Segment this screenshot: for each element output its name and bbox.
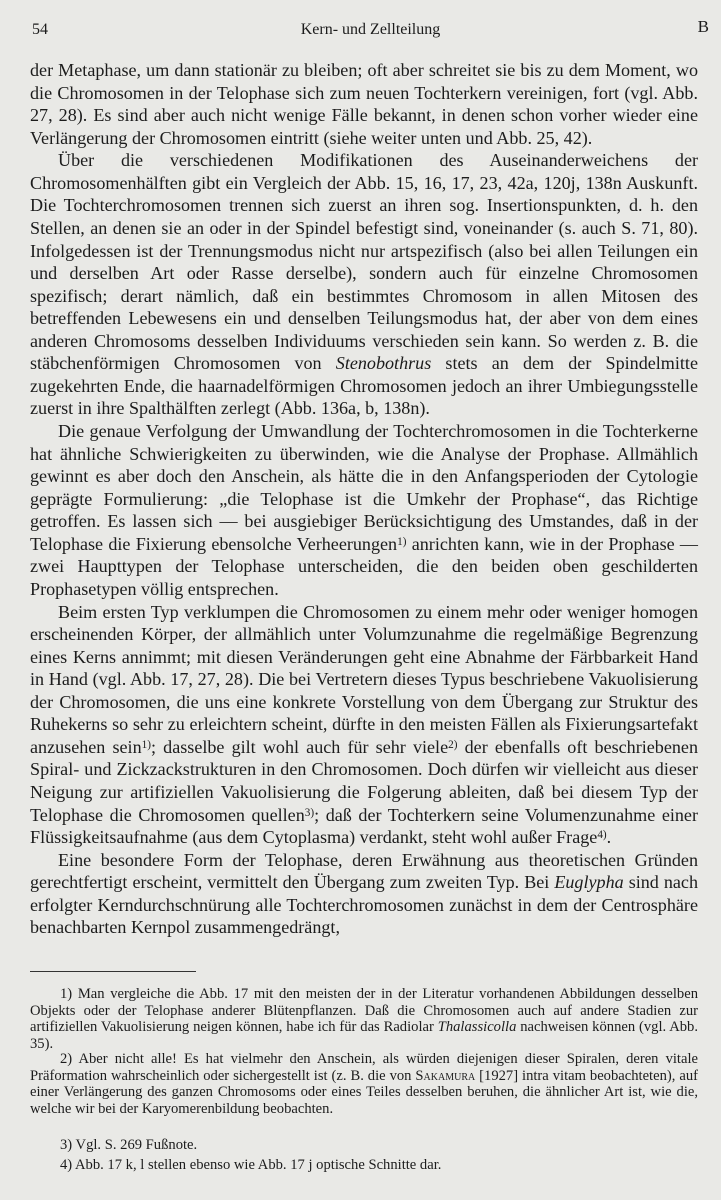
paragraph-4 (30, 601, 698, 849)
paragraph-4-text-e: . (606, 827, 612, 848)
footnote-divider (30, 971, 196, 972)
paragraph-2 (30, 149, 698, 420)
footnote-1-text-b: nachweisen können (vgl. Abb. 35). (30, 1019, 698, 1052)
footnote-2 (30, 1051, 698, 1117)
genus-stenobothrus: Stenobothrus (335, 353, 432, 374)
paragraph-1 (30, 59, 698, 149)
footnote-2-text-a: 2) Aber nicht alle! Es hat vielmehr den Anschein, als würden diejenigen dieser Spiralen, deren vitale Präformation wahrscheinlich oder sichergestellt ist (z. B. die von (30, 1051, 698, 1084)
footnote-ref-1b[interactable]: 1) (141, 738, 151, 751)
main-text (30, 59, 698, 939)
paragraph-4-text-d: ; daß der Tochterkern seine Volumenzunahme einer Flüssigkeitsaufnahme (aus dem Cytoplasma) verdankt, steht wohl außer Frage (30, 804, 698, 848)
footnote-3 (30, 1137, 698, 1154)
paragraph-3 (30, 420, 698, 601)
footnote-ref-4[interactable]: 4) (597, 829, 607, 842)
footnote-4-text: 4) Abb. 17 k, l stellen ebenso wie Abb. 17 j optische Schnitte dar. (60, 1157, 442, 1173)
footnote-3-text: 3) Vgl. S. 269 Fußnote. (60, 1137, 198, 1153)
paragraph-5-text-b: sind nach erfolgter Kerndurchschnürung alle Tochterchromosomen zunächst in dem der Centrosphäre benachbarten Kernpol zusammengedrängt, (30, 872, 698, 938)
page-number: 54 (32, 21, 48, 38)
paragraph-5-text-a: Eine besondere Form der Telophase, deren Erwähnung aus theoretischen Gründen gerechtfertigt erscheint, vermittelt den Übergang zum zweiten Typ. Bei (30, 849, 698, 893)
genus-euglypha: Euglypha (554, 872, 624, 893)
author-sakamura: Sakamura (415, 1067, 476, 1084)
section-mark: B (697, 17, 709, 36)
footnote-2-text-b: [1927] intra vitam beobachteten), auf einer Verlängerung des ganzen Chromosoms oder eines Teiles desselben beruhen, die ähnlicher Art ist, wie die, welche wir bei der Karyomerenbildung beobachten. (30, 1067, 698, 1117)
page-header (32, 18, 709, 42)
paragraph-2-text-b: stets an dem der Spindelmitte zugekehrten Ende, die haarnadelförmigen Chromosomen jedoch an ihrer Umbiegungsstelle zuerst in ihre Spalthälften zerlegt (Abb. 136a, b, 138n). (30, 353, 698, 419)
footnote-ref-2[interactable]: 2) (448, 738, 458, 751)
footnote-ref-1[interactable]: 1) (397, 535, 407, 548)
paragraph-4-text-a: Beim ersten Typ verklumpen die Chromosomen zu einem mehr oder weniger homogen erscheinenden Körper, der allmählich unter Volumzunahme die regelmäßige Begrenzung eines Kerns annimmt; mit diesen Veränderungen geht eine Abnahme der Färbbarkeit Hand in Hand (vgl. Abb. 17, 27, 28). Die bei Vertretern dieses Typus beschriebene Vakuolisierung der Chromosomen, die uns eine konkrete Vorstellung von dem Übergang zur Struktur des Ruhekerns so sehr zu erleichtern scheint, dürfte in den meisten Fällen als Fixierungsartefakt anzusehen sein (30, 601, 698, 757)
genus-thalassicolla: Thalassicolla (437, 1019, 517, 1036)
running-title: Kern- und Zellteilung (300, 21, 441, 38)
paragraph-1-text: der Metaphase, um dann stationär zu bleiben; oft aber schreitet sie bis zu dem Moment, wo die Chromosomen in der Telophase sich zum neuen Tochterkern vereinigen, fort (vgl. Abb. 27, 28). Es sind aber auch nicht wenige Fälle bekannt, in denen schon vorher wieder eine Verlängerung der Chromosomen eintritt (siehe weiter unten und Abb. 25, 42). (30, 60, 698, 148)
paragraph-4-text-b: ; dasselbe gilt wohl auch für sehr viele (151, 736, 449, 757)
footnote-ref-3[interactable]: 3) (304, 806, 315, 819)
footnote-4 (30, 1157, 698, 1174)
footnote-1-text-a: 1) Man vergleiche die Abb. 17 mit den meisten der in der Literatur vorhandenen Abbildungen desselben Objekts oder der Telophase anderer Blütenpflanzen. Daß die Chromosomen auch auf andere Stadien zur artifiziellen Vakuolisierung neigen können, habe ich für das Radiolar (30, 986, 698, 1036)
footnote-1 (30, 986, 698, 1052)
paragraph-5 (30, 849, 698, 939)
paragraph-4-text-c: der ebenfalls oft beschriebenen Spiral- und Zickzackstrukturen in den Chromosomen. Doch dürfen wir vielleicht aus dieser Neigung zur artifiziellen Vakuolisierung die Folgerung ableiten, daß bei diesem Typ der Telophase die Chromosomen quellen (30, 736, 699, 825)
paragraph-2-text-a: Über die verschiedenen Modifikationen des Auseinanderweichens der Chromosomenhälften gibt ein Vergleich der Abb. 15, 16, 17, 23, 42a, 120j, 138n Auskunft. Die Tochterchromosomen trennen sich zuerst an ihren sog. Insertionspunkten, d. h. den Stellen, an denen sie an oder in der Spindel befestigt sind, voneinander (s. auch S. 71, 80). Infolgedessen ist der Trennungsmodus nicht nur artspezifisch (also bei allen Teilungen ein und derselben Art oder Rasse derselbe), sondern auch für einzelne Chromosomen spezifisch; derart nämlich, daß ein bestimmtes Chromosom in allen Mitosen des betreffenden Lebewesens ein und denselben Teilungsmodus hat, der aber von dem eines anderen Chromosoms desselben Individuums verschieden sein kann. So werden z. B. die stäbchenförmigen Chromosomen von (30, 150, 698, 374)
paragraph-3-text-b: anrichten kann, wie in der Prophase — zwei Haupttypen der Telophase unterscheiden, die den beiden oben geschilderten Prophasetypen völlig entsprechen. (30, 533, 698, 599)
paragraph-3-text-a: Die genaue Verfolgung der Umwandlung der Tochterchromosomen in die Tochterkerne hat ähnliche Schwierigkeiten zu überwinden, wie die Analyse der Prophase. Allmählich gewinnt es aber doch den Anschein, als hätte die in den Anfangsperioden der Cytologie geprägte Formulierung: „die Telophase ist die Umkehr der Prophase“, das Richtige getroffen. Es lassen sich — bei ausgiebiger Berücksichtigung des Umstandes, daß in der Telophase die Fixierung ebensolche Verheerungen (30, 421, 698, 554)
